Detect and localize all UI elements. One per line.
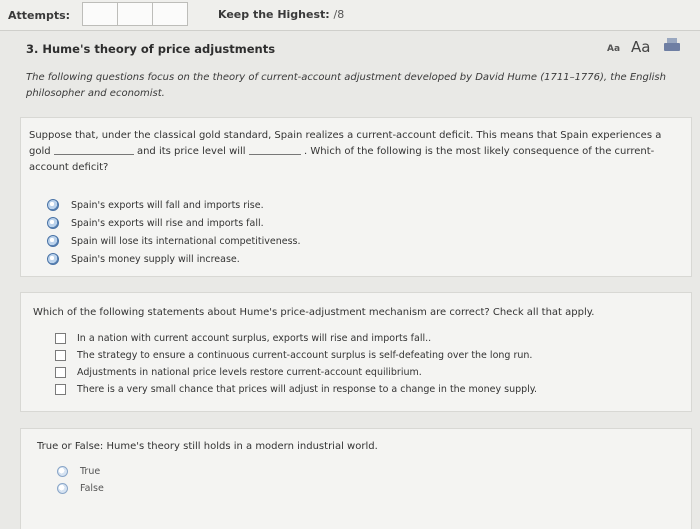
radio-option[interactable] <box>47 196 301 214</box>
radio-button[interactable] <box>57 483 68 494</box>
radio-button[interactable] <box>57 466 68 477</box>
question-title: 3. Hume's theory of price adjustments <box>26 42 276 56</box>
question-intro: The following questions focus on the theory of current-account adjustment developed by David Hume (1711–1776), the English philosopher and economist. <box>26 72 666 99</box>
print-icon[interactable] <box>664 38 680 52</box>
checkbox[interactable] <box>55 367 66 378</box>
part1-prompt <box>29 128 669 176</box>
checkbox-option[interactable] <box>55 330 537 347</box>
attempt-box <box>117 2 153 26</box>
keep-highest-label <box>218 8 344 21</box>
checkbox-option[interactable] <box>55 364 537 381</box>
attempt-box <box>82 2 118 26</box>
radio-option[interactable] <box>47 232 301 250</box>
part1-prompt-a: Suppose that, under the classical gold standard, Spain realizes a current-account deficit. This means that Spain experiences a gold <box>29 130 662 157</box>
option-label: Adjustments in national price levels restore current-account equilibrium. <box>77 367 422 378</box>
part2-prompt: Which of the following statements about Hume's price-adjustment mechanism are correct? Check all that apply. <box>33 307 595 318</box>
attempt-box <box>152 2 188 26</box>
keep-highest-text: Keep the Highest: <box>218 8 330 21</box>
font-increase-button[interactable]: Aa <box>631 38 651 56</box>
option-label: Spain's money supply will increase. <box>71 253 240 265</box>
checkbox-option[interactable] <box>55 347 537 364</box>
radio-button[interactable] <box>47 235 59 247</box>
font-decrease-button[interactable]: Aa <box>607 44 621 54</box>
radio-option[interactable] <box>47 250 301 268</box>
option-label: False <box>80 483 104 494</box>
part3-prompt: True or False: Hume's theory still holds in a modern industrial world. <box>37 441 378 452</box>
top-bar <box>0 0 700 31</box>
part1-panel <box>20 117 692 277</box>
option-label: Spain will lose its international competitiveness. <box>71 235 301 247</box>
part1-prompt-c: . Which of the following is the most likely consequence of the current-account deficit? <box>29 146 655 173</box>
price-level-blank[interactable] <box>249 144 301 155</box>
part3-options <box>57 463 104 497</box>
attempts-label: Attempts: <box>8 9 71 22</box>
option-label: True <box>80 466 101 477</box>
radio-button[interactable] <box>47 217 59 229</box>
part2-panel <box>20 292 692 412</box>
checkbox-option[interactable] <box>55 381 537 398</box>
option-label: There is a very small chance that prices will adjust in response to a change in the money supply. <box>77 384 538 395</box>
radio-option[interactable] <box>47 214 301 232</box>
option-label: The strategy to ensure a continuous current-account surplus is self-defeating over the long run. <box>77 350 533 361</box>
radio-option-true[interactable] <box>57 463 104 480</box>
checkbox[interactable] <box>55 350 66 361</box>
option-label: In a nation with current account surplus, exports will rise and imports fall.. <box>77 333 432 344</box>
part2-options <box>55 330 537 398</box>
radio-option-false[interactable] <box>57 480 104 497</box>
part3-panel <box>20 428 692 529</box>
radio-button[interactable] <box>47 199 59 211</box>
keep-highest-value: /8 <box>333 8 345 21</box>
part1-options <box>47 196 301 268</box>
checkbox[interactable] <box>55 384 66 395</box>
radio-button[interactable] <box>47 253 59 265</box>
checkbox[interactable] <box>55 333 66 344</box>
attempt-boxes <box>82 2 187 26</box>
gold-flow-blank[interactable] <box>54 144 134 155</box>
option-label: Spain's exports will rise and imports fall. <box>71 217 264 229</box>
part1-prompt-b: and its price level will <box>136 146 246 157</box>
option-label: Spain's exports will fall and imports rise. <box>71 199 264 211</box>
